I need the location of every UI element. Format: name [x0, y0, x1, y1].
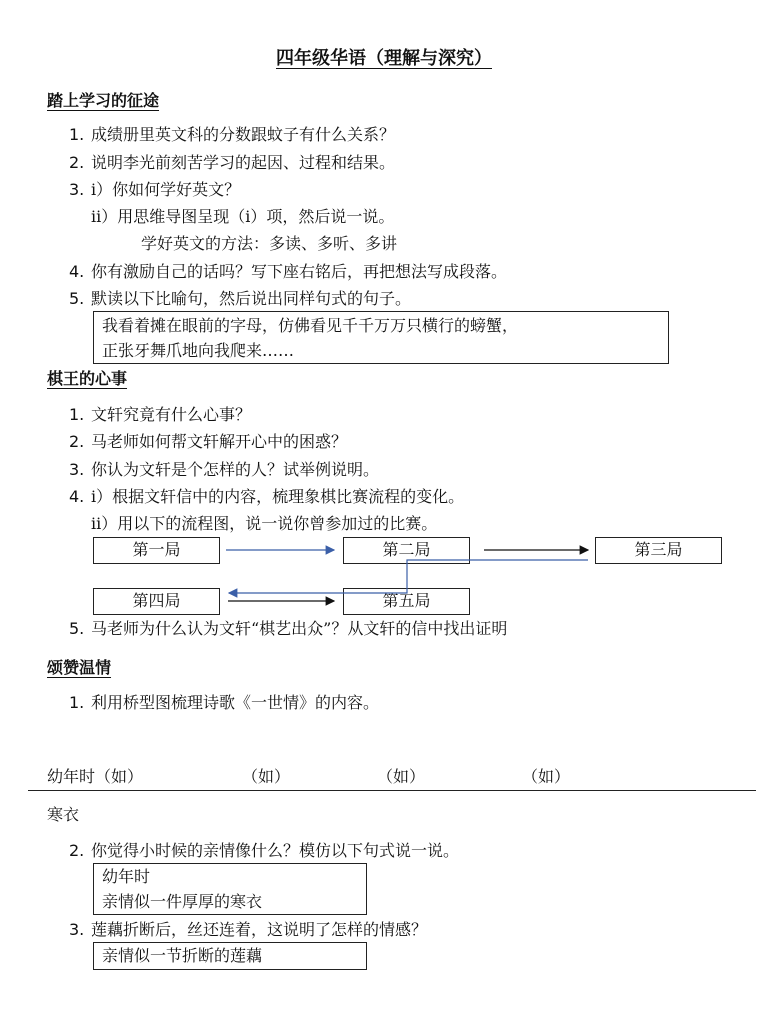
- question-1-3-example: 学好英文的方法：多读、多听、多讲: [141, 234, 398, 253]
- question-1-5: 5. 默读以下比喻句，然后说出同样句式的句子。: [69, 289, 412, 308]
- lotus-line: 亲情似一节折断的莲藕: [102, 946, 263, 965]
- childhood-example-box: [93, 863, 367, 915]
- question-1-3i: 3. i）你如何学好英文？: [69, 180, 241, 199]
- arrow-round3-to-round4: [229, 560, 588, 593]
- question-1-1: 1. 成绩册里英文科的分数跟蚊子有什么关系？: [69, 125, 396, 144]
- childhood-line-1: 幼年时: [102, 867, 151, 886]
- question-2-4i: 4. i）根据文轩信中的内容，梳理象棋比赛流程的变化。: [69, 487, 465, 506]
- flow-round-4: 第四局: [93, 588, 220, 615]
- question-2-5: 5. 马老师为什么认为文轩“棋艺出众”？从文轩的信中找出证明: [69, 619, 508, 638]
- question-1-4: 4. 你有激励自己的话吗？写下座右铭后，再把想法写成段落。: [69, 262, 508, 281]
- question-3-1: 1. 利用桥型图梳理诗歌《一世情》的内容。: [69, 693, 380, 712]
- childhood-line-2: 亲情似一件厚厚的寒衣: [102, 892, 263, 911]
- page-title: 四年级华语（理解与深究）: [276, 48, 492, 69]
- question-3-2: 2. 你觉得小时候的亲情像什么？模仿以下句式说一说。: [69, 841, 460, 860]
- question-1-2: 2. 说明李光前刻苦学习的起因、过程和结果。: [69, 153, 396, 172]
- metaphor-line-1: 我看着摊在眼前的字母，仿佛看见千千万万只横行的螃蟹，: [102, 316, 519, 335]
- section-heading-chess-king: 棋王的心事: [47, 369, 128, 388]
- flow-round-1: 第一局: [93, 537, 220, 564]
- flow-round-5: 第五局: [343, 588, 470, 615]
- bridge-item-4: （如）: [522, 767, 571, 786]
- bridge-item-3: （如）: [377, 767, 426, 786]
- bridge-item-2: （如）: [242, 767, 291, 786]
- question-2-4ii: ii）用以下的流程图，说一说你曾参加过的比赛。: [91, 514, 438, 533]
- metaphor-line-2: 正张牙舞爪地向我爬来……: [102, 341, 295, 360]
- section-heading-learning-journey: 踏上学习的征途: [47, 91, 160, 110]
- section-heading-warmth: 颂赞温情: [47, 658, 112, 677]
- bridge-line: [28, 790, 756, 791]
- bridge-item-1: 幼年时（如）: [47, 767, 144, 786]
- question-1-3ii: ii）用思维导图呈现（i）项，然后说一说。: [91, 207, 395, 226]
- question-3-3: 3. 莲藕折断后，丝还连着，这说明了怎样的情感？: [69, 920, 428, 939]
- lotus-example-box: [93, 942, 367, 970]
- question-2-3: 3. 你认为文轩是个怎样的人？试举例说明。: [69, 460, 380, 479]
- flow-round-3: 第三局: [595, 537, 722, 564]
- question-2-1: 1. 文轩究竟有什么心事？: [69, 405, 252, 424]
- flow-round-2: 第二局: [343, 537, 470, 564]
- bridge-below-item: 寒衣: [47, 805, 80, 824]
- question-2-2: 2. 马老师如何帮文轩解开心中的困惑？: [69, 432, 348, 451]
